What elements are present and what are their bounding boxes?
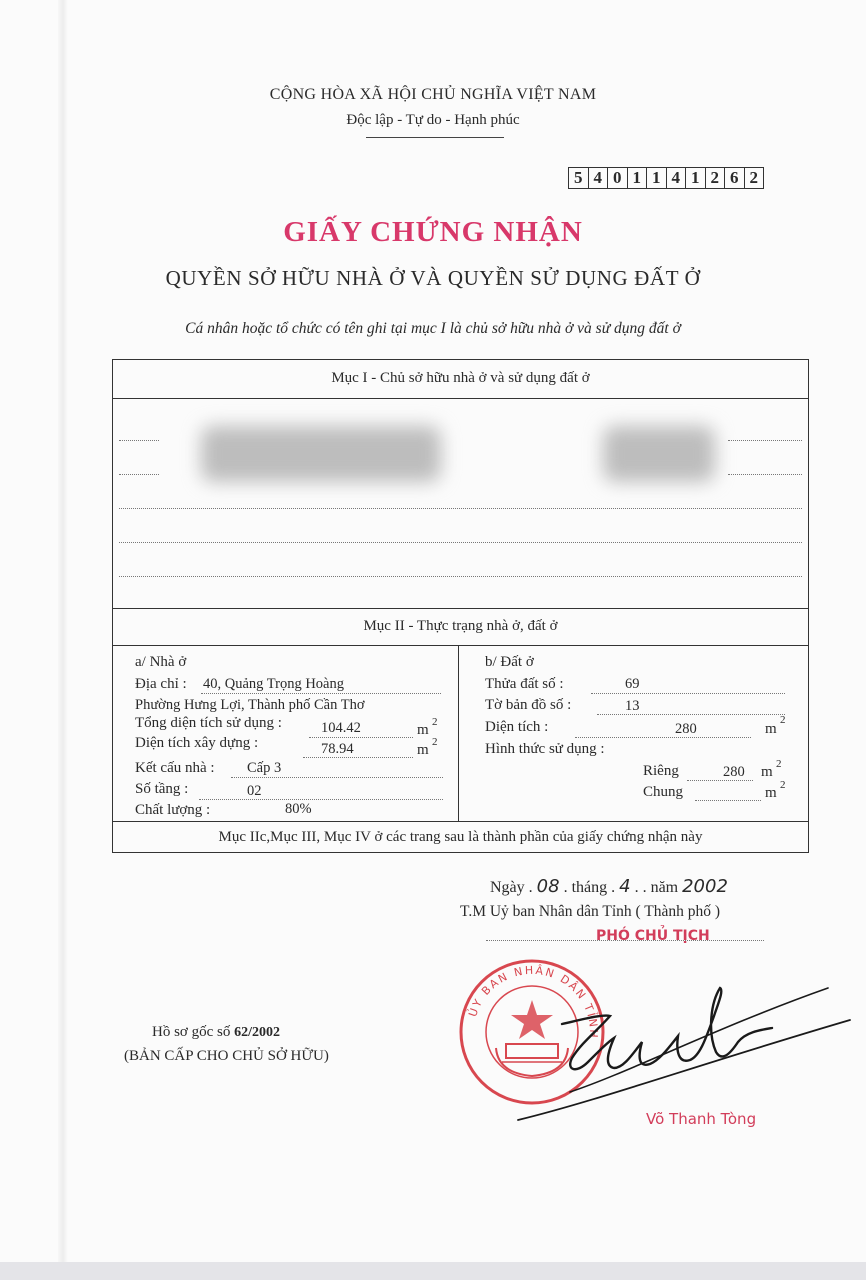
private-value: 280 [723,764,745,780]
dotted-line [119,474,159,475]
build-area-label: Diện tích xây dựng : [135,735,259,751]
divider [113,398,808,399]
private-label: Riêng [643,763,679,779]
map-label: Tờ bản đồ số : [485,697,572,713]
unit-m: m [765,721,777,737]
dotted-line [728,474,802,475]
serial-digit: 4 [667,168,687,188]
structure-value: Cấp 3 [247,760,282,776]
date-month: 4 [619,876,631,897]
unit-m: m [417,742,429,758]
serial-digit: 5 [569,168,589,188]
address-value: 40, Quảng Trọng Hoàng [203,676,344,692]
dotted-line [728,440,802,441]
signature-icon [510,980,860,1130]
motto-underline [366,137,504,138]
unit-m: m [417,722,429,738]
unit-sup: 2 [780,779,786,791]
dotted-line [119,440,159,441]
record-value: 62/2002 [234,1025,280,1040]
area-value: 280 [675,721,697,737]
serial-digit: 4 [589,168,609,188]
unit-m: m [765,785,777,801]
national-motto: Độc lập - Tự do - Hạnh phúc [346,112,520,128]
redacted-owner-info [603,426,715,482]
serial-digit: 6 [725,168,745,188]
certificate-subtitle: QUYỀN SỞ HỮU NHÀ Ở VÀ QUYỀN SỬ DỤNG ĐẤT Ở [165,266,701,290]
address-label: Địa chỉ : [135,676,187,692]
issue-date [490,876,728,897]
serial-digit: 2 [749,168,758,187]
floors-value: 02 [247,783,262,799]
intro-statement: Cá nhân hoặc tổ chức có tên ghi tại mục I là chủ sở hữu nhà ở và sử dụng đất ở [185,320,681,337]
signer-name: Võ Thanh Tòng [646,1110,757,1128]
dotted-line [303,757,413,758]
floors-label: Số tầng : [135,781,189,797]
house-heading: a/ Nhà ở [135,654,187,670]
unit-sup: 2 [780,714,786,726]
issuing-authority: T.M Uỷ ban Nhân dân Tỉnh ( Thành phố ) [460,903,721,920]
serial-digit: 1 [686,168,706,188]
unit-m: m [761,764,773,780]
serial-number [568,167,764,189]
serial-digit: 1 [628,168,648,188]
date-year: 2002 [682,876,728,897]
column-divider [458,645,459,821]
serial-digit: 1 [647,168,667,188]
dotted-line [119,542,802,543]
page-fold [58,0,68,1262]
address-line-2: Phường Hưng Lợi, Thành phố Cần Thơ [135,697,365,713]
map-value: 13 [625,698,640,714]
divider [113,608,808,609]
dotted-line [309,737,413,738]
date-prefix: Ngày . [490,879,533,896]
certificate-title: GIẤY CHỨNG NHẬN [283,216,583,248]
land-heading: b/ Đất ở [485,654,534,670]
unit-sup: 2 [776,758,782,770]
date-year-label: . . năm [634,879,679,896]
total-area-value: 104.42 [321,720,361,736]
section-2-title: Mục II - Thực trạng nhà ở, đất ở [363,618,558,634]
plot-label: Thửa đất số : [485,676,564,692]
dotted-line [231,777,443,778]
date-month-label: . tháng . [563,879,616,896]
unit-sup: 2 [432,716,438,728]
copy-note: (BẢN CẤP CHO CHỦ SỞ HỮU) [124,1048,329,1064]
signer-position: PHÓ CHỦ TỊCH [596,928,710,944]
serial-digit: 2 [706,168,726,188]
seal-text: ỦY BAN NHÂN DÂN TỈNH [466,963,601,1040]
quality-value: 80% [285,801,312,817]
unit-sup: 2 [432,736,438,748]
total-area-label: Tổng diện tích sử dụng : [135,715,282,731]
record-number [152,1024,280,1041]
dotted-line [119,576,802,577]
dotted-line [201,693,441,694]
dotted-line [695,800,761,801]
dotted-line [119,508,802,509]
national-title: CỘNG HÒA XÃ HỘI CHỦ NGHĨA VIỆT NAM [269,86,597,103]
section-1-title: Mục I - Chủ sở hữu nhà ở và sử dụng đất ở [331,370,590,386]
build-area-value: 78.94 [321,741,354,757]
usage-label: Hình thức sử dụng : [485,741,605,757]
shared-label: Chung [643,784,684,800]
section-footer-note: Mục IIc,Mục III, Mục IV ở các trang sau là thành phần của giấy chứng nhận này [218,829,703,845]
plot-value: 69 [625,676,640,692]
dotted-line [687,780,753,781]
certificate-table [112,359,809,853]
structure-label: Kết cấu nhà : [135,760,215,776]
serial-digit: 0 [608,168,628,188]
quality-label: Chất lượng : [135,802,211,818]
background-edge [0,1262,866,1280]
redacted-owner-name [201,426,441,482]
divider [113,821,808,822]
dotted-line [199,799,443,800]
divider [113,645,808,646]
dotted-line [591,693,785,694]
record-label: Hồ sơ gốc số [152,1024,231,1040]
date-day: 08 [536,876,560,897]
area-label: Diện tích : [485,719,549,735]
dotted-line [575,737,751,738]
dotted-line [597,714,785,715]
